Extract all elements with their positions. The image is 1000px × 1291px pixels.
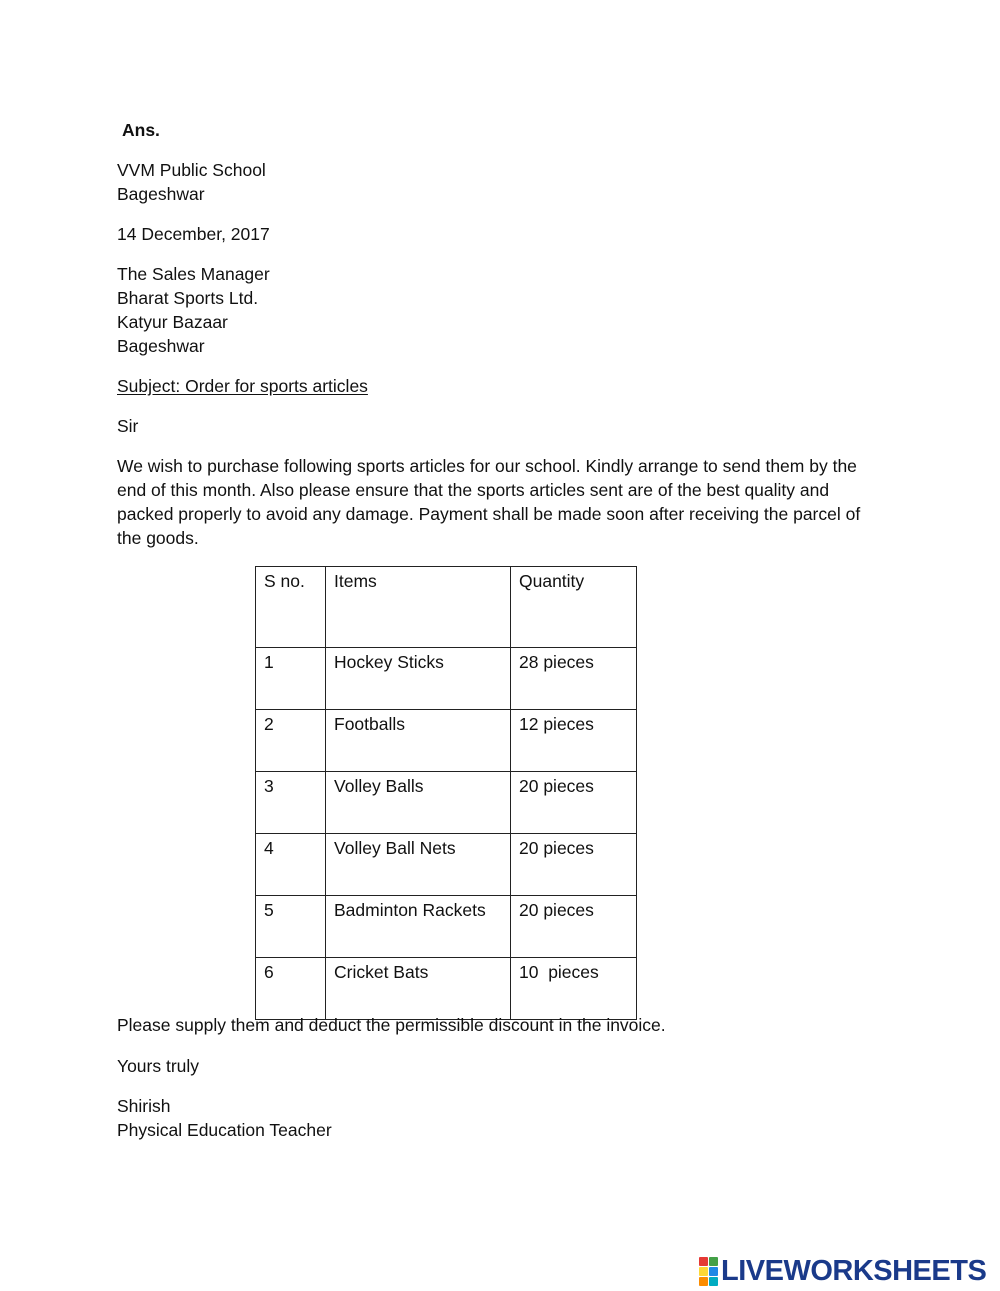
sender-line-2: Bageshwar	[117, 184, 205, 204]
logo-block	[699, 1277, 708, 1286]
cell-quantity: 28 pieces	[511, 648, 637, 710]
cell-item: Badminton Rackets	[326, 896, 511, 958]
closing-line: Please supply them and deduct the permissible discount in the invoice.	[117, 1015, 666, 1035]
header-quantity: Quantity	[511, 567, 637, 648]
table-row	[256, 896, 637, 958]
logo-block	[699, 1257, 708, 1266]
letter-body: We wish to purchase following sports articles for our school. Kindly arrange to send them by the end of this month. Also please ensure that the sports articles sent are of the best quality and packed properly to avoid any damage. Payment shall be made soon after receiving the parcel of the goods.	[117, 456, 861, 548]
table-row	[256, 834, 637, 896]
liveworksheets-logo	[699, 1257, 986, 1285]
signer-title: Physical Education Teacher	[117, 1120, 332, 1140]
table-row	[256, 772, 637, 834]
cell-item: Volley Ball Nets	[326, 834, 511, 896]
cell-sno: 5	[256, 896, 326, 958]
letter-date: 14 December, 2017	[117, 224, 270, 244]
cell-sno: 6	[256, 958, 326, 1020]
cell-sno: 4	[256, 834, 326, 896]
cell-item: Hockey Sticks	[326, 648, 511, 710]
cell-item: Volley Balls	[326, 772, 511, 834]
recipient-line-4: Bageshwar	[117, 336, 205, 356]
cell-quantity: 20 pieces	[511, 896, 637, 958]
answer-label: Ans.	[122, 120, 160, 140]
logo-block	[709, 1267, 718, 1276]
header-items: Items	[326, 567, 511, 648]
cell-sno: 2	[256, 710, 326, 772]
recipient-line-1: The Sales Manager	[117, 264, 270, 284]
sign-off: Yours truly	[117, 1056, 200, 1076]
cell-item: Cricket Bats	[326, 958, 511, 1020]
logo-blocks-icon	[699, 1257, 718, 1286]
cell-quantity: 20 pieces	[511, 772, 637, 834]
cell-sno: 3	[256, 772, 326, 834]
table-row	[256, 710, 637, 772]
table-header-row	[256, 567, 637, 648]
sender-line-1: VVM Public School	[117, 160, 266, 180]
table-row	[256, 648, 637, 710]
cell-item: Footballs	[326, 710, 511, 772]
letter-salutation: Sir	[117, 416, 139, 436]
logo-text: LIVEWORKSHEETS	[721, 1255, 987, 1287]
cell-quantity: 20 pieces	[511, 834, 637, 896]
recipient-line-3: Katyur Bazaar	[117, 312, 228, 332]
signer-name: Shirish	[117, 1096, 171, 1116]
table-row	[256, 958, 637, 1020]
letter-subject: Subject: Order for sports articles	[117, 376, 368, 396]
header-sno: S no.	[256, 567, 326, 648]
logo-block	[709, 1257, 718, 1266]
order-table	[255, 566, 637, 1020]
cell-quantity: 10 pieces	[511, 958, 637, 1020]
logo-block	[699, 1267, 708, 1276]
recipient-line-2: Bharat Sports Ltd.	[117, 288, 259, 308]
cell-sno: 1	[256, 648, 326, 710]
logo-block	[709, 1277, 718, 1286]
cell-quantity: 12 pieces	[511, 710, 637, 772]
